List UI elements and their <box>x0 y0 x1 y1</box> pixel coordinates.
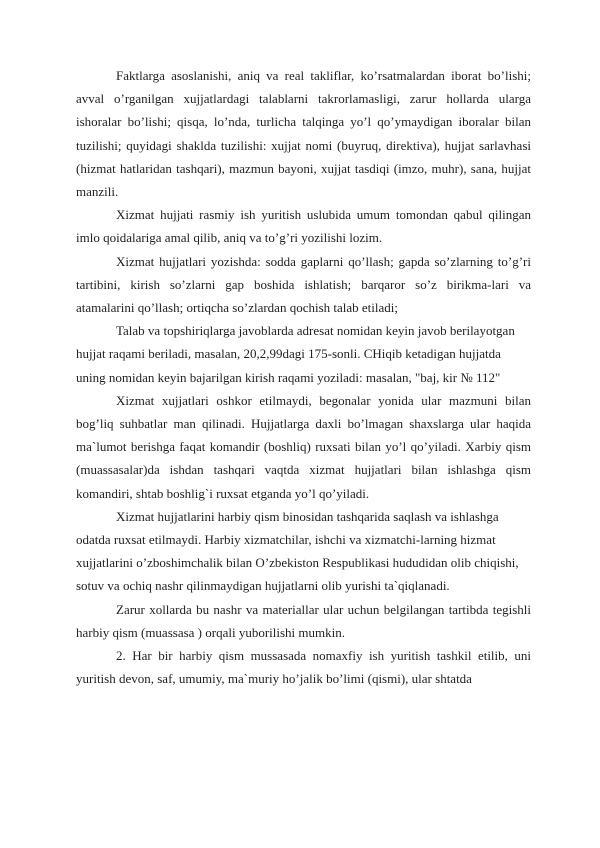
body-text <box>76 64 531 690</box>
paragraph-writing-style: Xizmat hujjatlari yozishda: sodda gaplarni qo’llash; gapda so’zlarning to’g’ri tartibini, kirish so’zlarni gap boshida ishlatish; barqaror so’z birikma-lari va atamalarini qo’llash; ortiqcha so’zlardan qochish talab etiladi; <box>76 253 531 316</box>
paragraph-document-requirements: Faktlarga asoslanishi, aniq va real takliflar, ko’rsatmalardan iborat bo’lishi; avval o’rganilgan xujjatlardagi talablarni takrorlamasligi, zarur hollarda ularga ishoralar bo’lishi; qisqa, lo’nda, turlicha talqinga yo’l qo’ymaydigan iboralar bilan tuzilishi; quyidagi shaklda tuzilishi: xujjat nomi (buyruq, direktiva), hujjat sarlavhasi (hizmat hatlaridan tashqari), mazmun bayoni, xujjat tasdiqi (imzo, muhr), sana, hujjat manzili. <box>76 68 531 200</box>
paragraph-office-work-organization: 2. Har bir harbiy qism mussasada nomaxfiy ish yuritish tashkil etilib, uni yuritish devon, saf, umumiy, ma`muriy ho’jalik bo’limi (qismi), ular shtatda <box>76 648 531 687</box>
paragraph-spelling-rules: Xizmat hujjati rasmiy ish yuritish uslubida umum tomondan qabul qilingan imlo qoidalariga amal qilib, aniq va to’g’ri yozilishi lozim. <box>76 207 531 246</box>
paragraph-reply-numbering: Talab va topshiriqlarga javoblarda adresat nomidan keyin javob berilayotgan hujjat raqami beriladi, masalan, 20,2,99dagi 175-sonli. CHiqib ketadigan hujjatda uning nomidan keyin bajarilgan kirish raqami yoziladi: masalan, "baj, kir № 112" <box>76 323 515 385</box>
paragraph-storage-rules: Xizmat hujjatlarini harbiy qism binosidan tashqarida saqlash va ishlashga odatda ruxsat etilmaydi. Harbiy xizmatchilar, ishchi va xizmatchi-larning hizmat xujjatlarini o’zboshimchalik bilan O’zbekiston Respublikasi hududidan olib chiqishi, sotuv va ochiq nashr qilinmaydigan hujjatlarni olib yurishi ta`qiqlanadi. <box>76 508 519 594</box>
paragraph-sending-materials: Zarur xollarda bu nashr va materiallar ular uchun belgilangan tartibda tegishli harbiy qism (muassasa ) orqali yuborilishi mumkin. <box>76 601 531 640</box>
paragraph-confidentiality: Xizmat xujjatlari oshkor etilmaydi, begonalar yonida ular mazmuni bilan bog’liq suhbatlar man qilinadi. Hujjatlarga daxli bo’lmagan shaxslarga ular haqida ma`lumot berishga faqat komandir (boshliq) ruxsati bilan yo’l qo’yiladi. Xarbiy qism (muassasalar)da ishdan tashqari vaqtda xizmat hujjatlari bilan ishlashga qism komandiri, shtab boshlig`i ruxsat etganda yo’l qo’yiladi. <box>76 392 531 501</box>
